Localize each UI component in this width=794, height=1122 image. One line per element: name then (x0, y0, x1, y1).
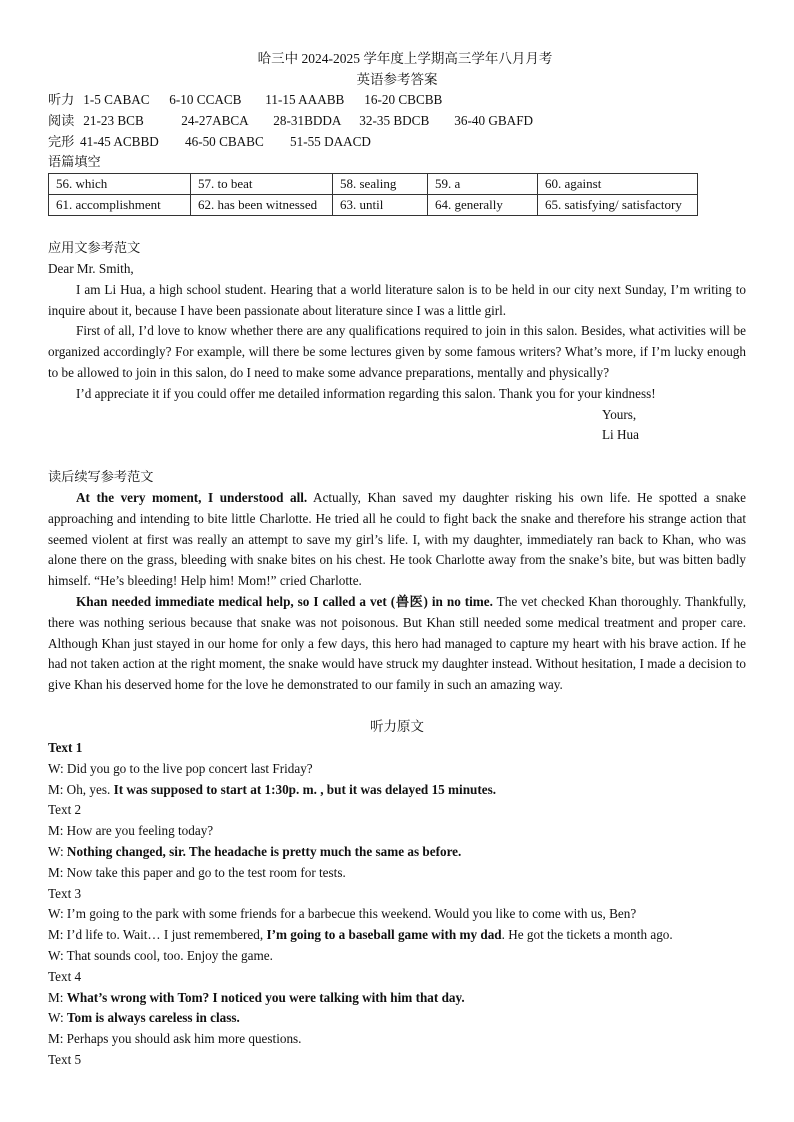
letter-greeting: Dear Mr. Smith, (48, 261, 134, 276)
table-row (49, 174, 698, 195)
dialogue-line: M: Now take this paper and go to the test room for tests. (48, 864, 346, 880)
table-row (49, 195, 698, 216)
table-cell: 62. has been witnessed (191, 195, 333, 216)
dialogue-line: M: What’s wrong with Tom? I noticed you were talking with him that day. (48, 989, 465, 1005)
paragraph-lead-sentence: At the very moment, I understood all. (76, 490, 308, 505)
table-cell: 56. which (49, 174, 191, 195)
grammar-fill-table (48, 173, 698, 216)
text-label: Text 3 (48, 885, 82, 901)
text-label: Text 4 (48, 968, 82, 984)
dialogue-line: M: Oh, yes. It was supposed to start at 1:30p. m. , but it was delayed 15 minutes. (48, 781, 497, 797)
dialogue-line: W: Did you go to the live pop concert last Friday? (48, 760, 313, 776)
reading-answers: 阅读 21-23 BCB 24-27ABCA 28-31BDDA 32-35 BDCB 36-40 GBAFD (48, 113, 534, 128)
table-cell: 64. generally (428, 195, 538, 216)
exam-title: 哈三中 2024-2025 学年度上学期高三学年八月月考 (257, 51, 553, 66)
table-cell: 59. a (428, 174, 538, 195)
practical-writing-letter (48, 259, 746, 446)
text-label: Text 1 (48, 740, 83, 755)
letter-signature: Li Hua (602, 427, 639, 443)
table-cell: 63. until (333, 195, 428, 216)
paragraph-lead-sentence: Khan needed immediate medical help, so I called a vet (兽医) in no time. (76, 593, 493, 609)
text-label: Text 2 (48, 802, 82, 818)
essay-paragraph: At the very moment, I understood all. Actually, Khan saved my daughter risking his own life. He spotted a snake approaching and intending to bite little Charlotte. He tried all he could to fight back the snake and therefore his strange action that seemed violent at first was really an attempt to save my girl’s life. I, with my daughter, immediately ran back to Khan, who was alone there on the grass, bleeding with snake bites on his chest. He took Charlotte away from the snake’s bite, but was bitten badly himself. “He’s bleeding! Help him! Mom!” cried Charlotte. (48, 490, 747, 589)
continuation-writing-heading: 读后续写参考范文 (48, 469, 154, 484)
answer-key-subtitle: 英语参考答案 (356, 72, 438, 87)
dialogue-line: W: That sounds cool, too. Enjoy the game. (48, 947, 273, 963)
dialogue-line: M: I’d life to. Wait… I just remembered, I’m going to a baseball game with my dad. He got the tickets a month ago. (48, 927, 673, 943)
essay-paragraph: Khan needed immediate medical help, so I called a vet (兽医) in no time. The vet checked Khan thoroughly. Thankfully, there was nothing serious because that snake was not poisonous. But Khan still needed some medical treatment and proper care. Although Khan just stayed in our home for only a few days, this hero had managed to capture my heart with his brave action. If he had not taken action at the right moment, the snake would have struck my daughter instead. Without hesitation, I made a decision to give Khan his deserved home for the love he demonstrated to our family in such an amazing way. (48, 593, 746, 693)
text-label: Text 5 (48, 1051, 82, 1067)
dialogue-line: W: Tom is always careless in class. (48, 1010, 240, 1026)
dialogue-line: W: I’m going to the park with some friends for a barbecue this weekend. Would you like to come with us, Ben? (48, 906, 637, 922)
listening-transcript (48, 738, 746, 1071)
dialogue-line: M: Perhaps you should ask him more questions. (48, 1031, 302, 1047)
table-cell: 65. satisfying/ satisfactory (538, 195, 698, 216)
table-cell: 58. sealing (333, 174, 428, 195)
practical-writing-heading: 应用文参考范文 (48, 240, 141, 255)
table-cell: 57. to beat (191, 174, 333, 195)
listening-answers: 听力 1-5 CABAC 6-10 CCACB 11-15 AAABB 16-20 CBCBB (48, 92, 443, 107)
grammar-fill-heading: 语篇填空 (48, 154, 101, 169)
letter-paragraph: First of all, I’d love to know whether there are any qualifications required to join in this salon. Besides, what activities will be organized accordingly? For example, will there be some lectures given by some famous writers? What’s more, if I’m lucky enough to be allowed to join in this salon, do I need to make some advance preparations, mentally and physically? (48, 323, 746, 380)
dialogue-line: M: How are you feeling today? (48, 823, 214, 839)
dialogue-line: W: Nothing changed, sir. The headache is pretty much the same as before. (48, 843, 462, 859)
letter-paragraph: I am Li Hua, a high school student. Hearing that a world literature salon is to be held in our city next Sunday, I’m writing to inquire about it, because I have been passionate about literature since I was a little girl. (48, 281, 746, 318)
table-cell: 60. against (538, 174, 698, 195)
continuation-writing-essay (48, 488, 746, 696)
listening-transcript-heading: 听力原文 (370, 719, 424, 734)
table-cell: 61. accomplishment (49, 195, 191, 216)
letter-paragraph: I’d appreciate it if you could offer me detailed information regarding this salon. Thank you for your kindness! (76, 385, 656, 401)
letter-closing: Yours, (602, 406, 637, 422)
cloze-answers: 完形 41-45 ACBBD 46-50 CBABC 51-55 DAACD (48, 134, 371, 149)
